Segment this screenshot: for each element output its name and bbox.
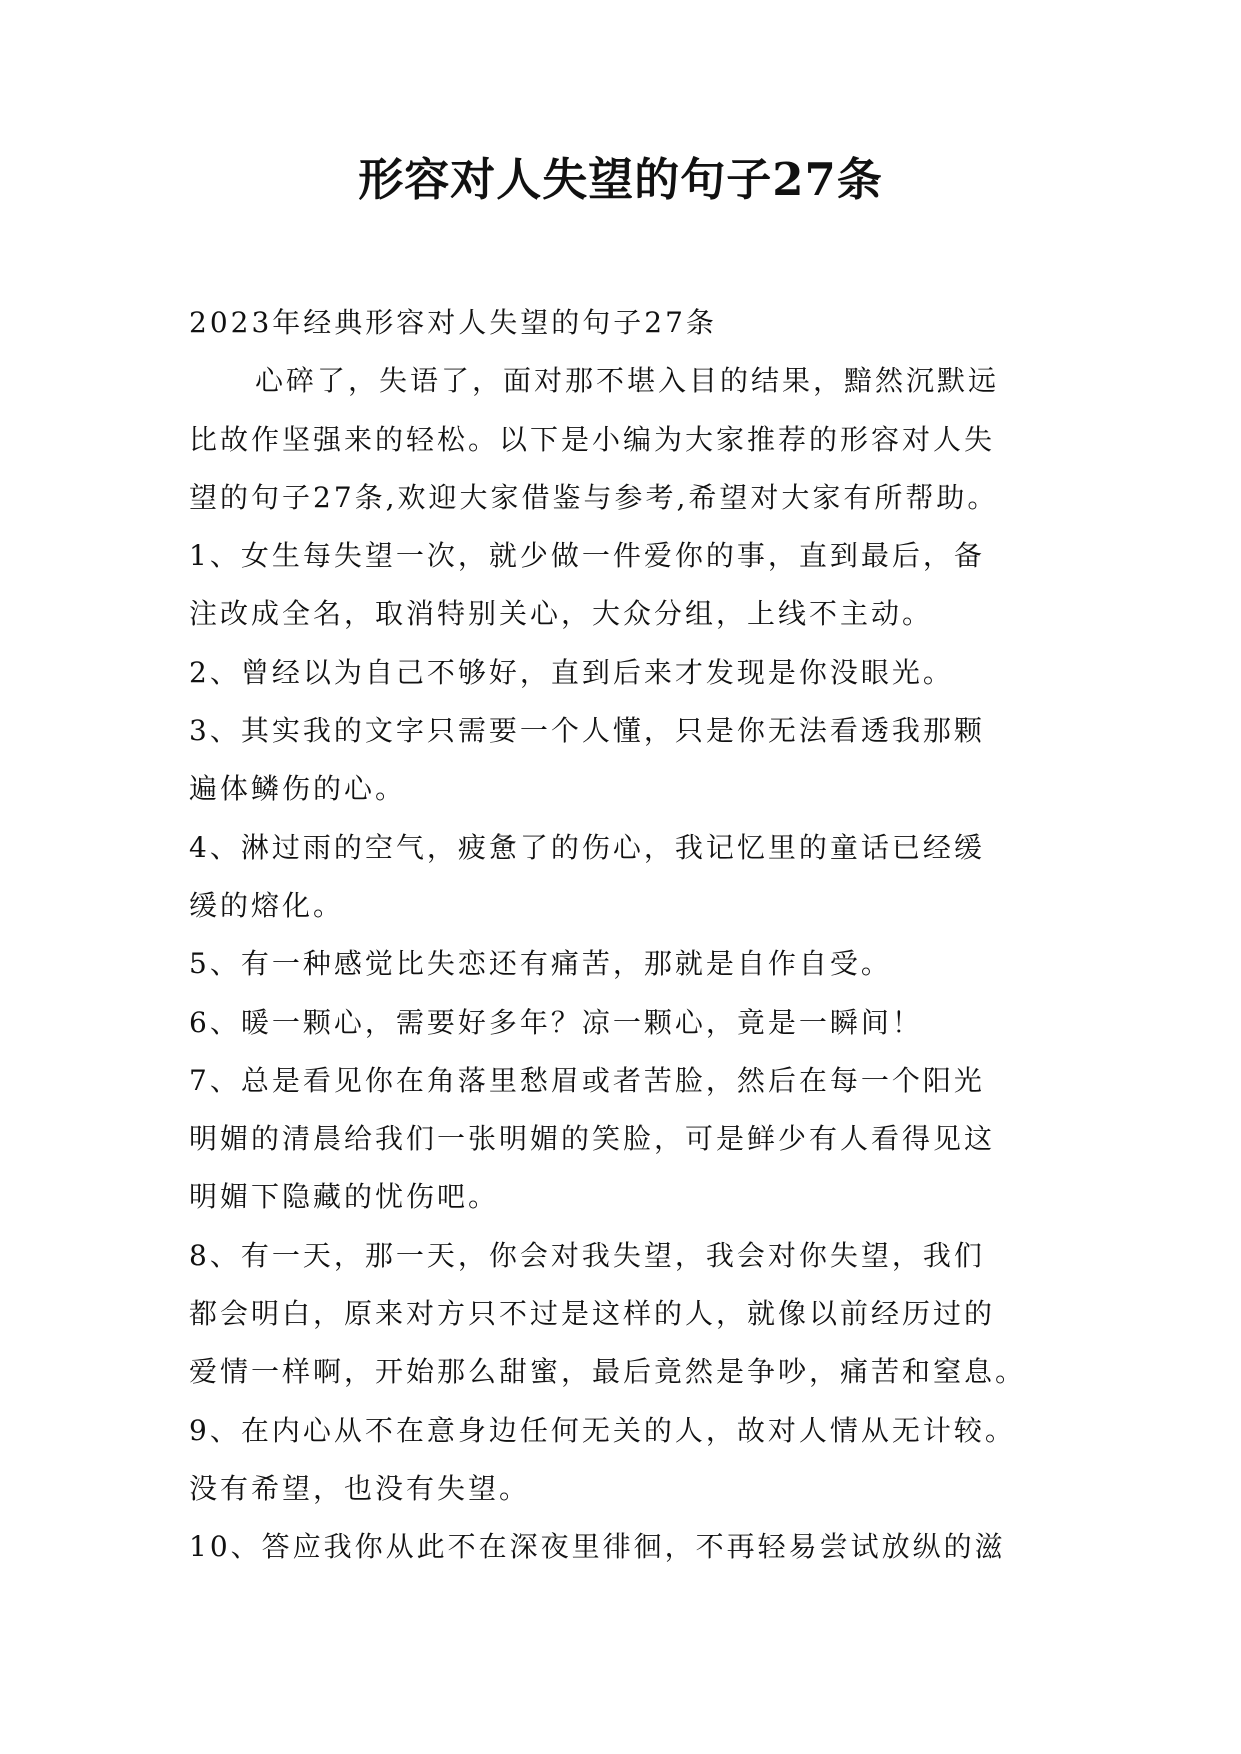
sentence-line: 3、其实我的文字只需要一个人懂，只是你无法看透我那颗	[189, 714, 985, 748]
intro-line: 比故作坚强来的轻松。以下是小编为大家推荐的形容对人失	[189, 422, 996, 456]
document-title: 形容对人失望的句子27条	[358, 153, 883, 206]
sentence-line: 没有希望，也没有失望。	[189, 1471, 531, 1505]
intro-line: 心碎了，失语了，面对那不堪入目的结果，黯然沉默远	[255, 364, 1000, 398]
sentence-line: 遍体鳞伤的心。	[189, 772, 407, 806]
sentence-line: 明媚的清晨给我们一张明媚的笑脸，可是鲜少有人看得见这	[189, 1122, 996, 1156]
sentence-line: 10、答应我你从此不在深夜里徘徊，不再轻易尝试放纵的滋	[189, 1530, 1006, 1564]
sentence-line: 4、淋过雨的空气，疲惫了的伤心，我记忆里的童话已经缓	[189, 830, 985, 864]
sentence-line: 明媚下隐藏的忧伤吧。	[189, 1180, 500, 1214]
sentence-line: 缓的熔化。	[189, 888, 345, 922]
sentence-line: 注改成全名，取消特别关心，大众分组，上线不主动。	[189, 597, 934, 631]
sentence-line: 6、暖一颗心，需要好多年？凉一颗心，竟是一瞬间！	[189, 1005, 923, 1039]
sentence-line: 9、在内心从不在意身边任何无关的人，故对人情从无计较。	[189, 1413, 1016, 1447]
sentence-line: 5、有一种感觉比失恋还有痛苦，那就是自作自受。	[189, 947, 892, 981]
intro-line: 望的句子27条,欢迎大家借鉴与参考,希望对大家有所帮助。	[189, 480, 999, 514]
sentence-line: 2、曾经以为自己不够好，直到后来才发现是你没眼光。	[189, 655, 954, 689]
sentence-line: 爱情一样啊，开始那么甜蜜，最后竟然是争吵，痛苦和窒息。	[189, 1355, 1027, 1389]
document-body	[189, 294, 1069, 1577]
sentence-line: 1、女生每失望一次，就少做一件爱你的事，直到最后，备	[189, 539, 985, 573]
sentence-line: 8、有一天，那一天，你会对我失望，我会对你失望，我们	[189, 1238, 985, 1272]
sentence-line: 都会明白，原来对方只不过是这样的人，就像以前经历过的	[189, 1297, 996, 1331]
sentence-line: 7、总是看见你在角落里愁眉或者苦脸，然后在每一个阳光	[189, 1063, 985, 1097]
subtitle-line: 2023年经典形容对人失望的句子27条	[189, 306, 717, 339]
